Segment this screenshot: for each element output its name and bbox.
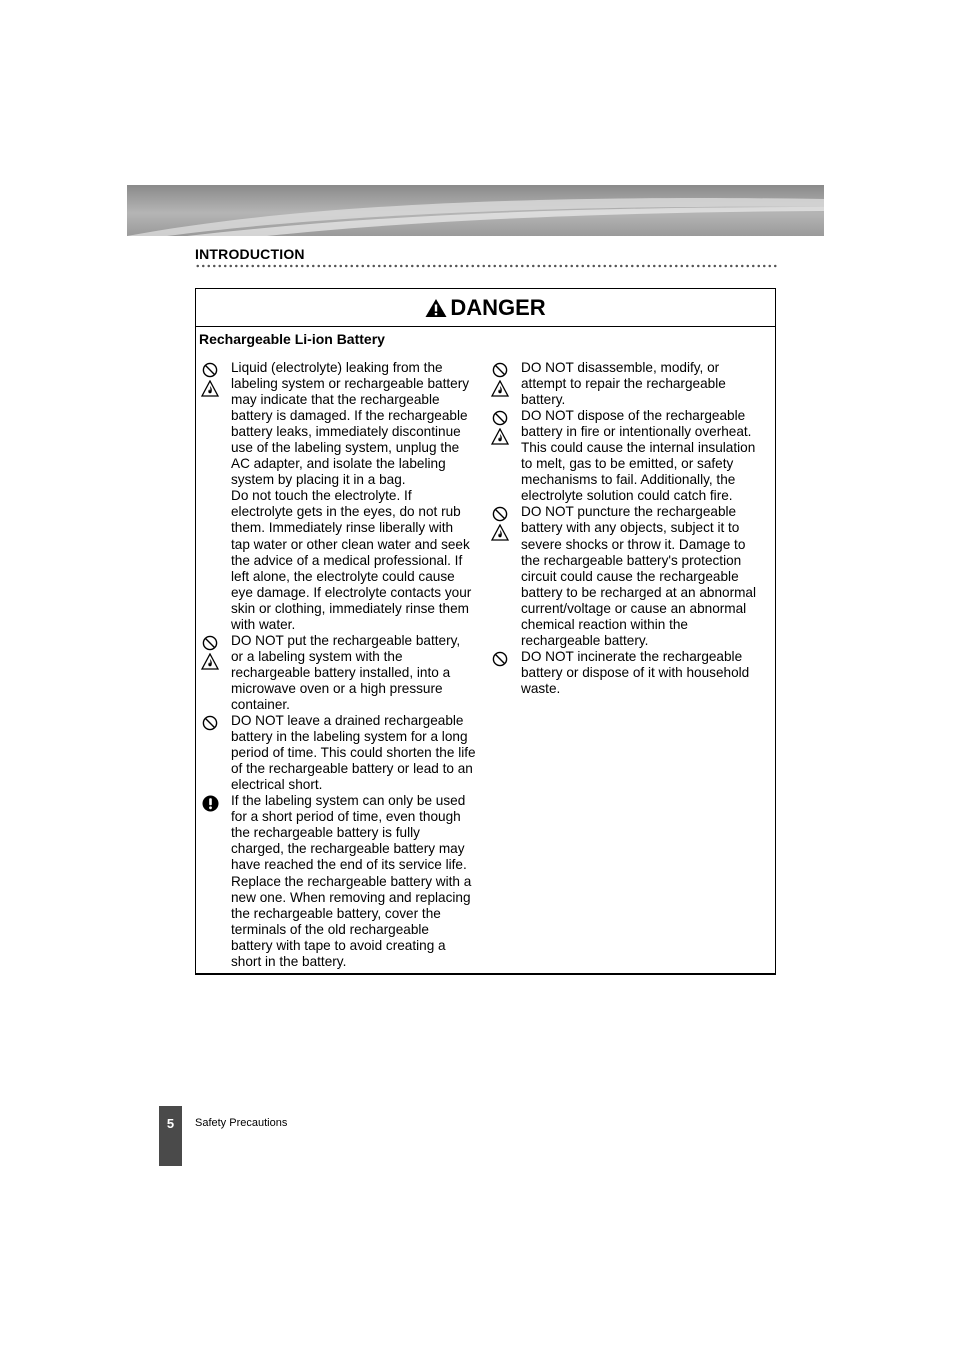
- precaution-item: [489, 649, 772, 697]
- fire-warning-icon: [201, 651, 219, 670]
- precaution-item: [489, 360, 772, 408]
- prohibition-icon: [202, 360, 218, 378]
- precaution-icons: [489, 408, 511, 445]
- precaution-icons: [489, 649, 511, 667]
- precaution-text: DO NOT disassemble, modify, or attempt to repair the rechargeable battery.: [521, 360, 726, 408]
- precaution-item: [199, 713, 484, 793]
- danger-box: [195, 288, 776, 975]
- prohibition-icon: [202, 713, 218, 731]
- precaution-item: [489, 504, 772, 648]
- danger-title: DANGER: [450, 294, 546, 320]
- precaution-icons: [489, 504, 511, 541]
- precaution-item: [199, 360, 484, 633]
- danger-header: [196, 289, 775, 327]
- precaution-icons: [199, 633, 221, 670]
- precaution-text: DO NOT incinerate the rechargeable battery or dispose of it with household waste.: [521, 648, 750, 696]
- precaution-item: [199, 793, 484, 970]
- prohibition-icon: [202, 633, 218, 651]
- fire-warning-icon: [491, 426, 509, 445]
- subheading: Rechargeable Li-ion Battery: [199, 331, 385, 347]
- page-number: 5: [166, 1116, 175, 1131]
- precaution-text: DO NOT puncture the rechargeable battery with any objects, subject it to severe shocks or throw it. Damage to the rechargeable battery's protection circuit could cause the rechargeable battery to be recharged at an abnormal current/voltage or cause an abnormal chemical reaction within the rechargeable battery.: [521, 504, 757, 648]
- prohibition-icon: [492, 649, 508, 667]
- warning-triangle-icon: [425, 298, 447, 318]
- precaution-text: DO NOT dispose of the rechargeable battery in fire or intentionally overheat. This could cause the internal insulation to melt, gas to be emitted, or safety mechanisms to fail. Additionally, the electrolyte solution could catch fire.: [521, 408, 756, 504]
- mandatory-exclamation-icon: [202, 793, 219, 812]
- precaution-icons: [199, 360, 221, 397]
- dotted-divider: [195, 264, 777, 268]
- prohibition-icon: [492, 360, 508, 378]
- banner-swoosh: [127, 185, 824, 236]
- fire-warning-icon: [201, 378, 219, 397]
- footer-label: Safety Precautions: [195, 1117, 288, 1129]
- precaution-text: Liquid (electrolyte) leaking from the labeling system or rechargeable battery may indicate that the rechargeable battery is damaged. If the rechargeable battery leaks, immediately discontinue use of the labeling system, unplug the AC adapter, and isolate the labeling system by placing it in a bag. Do not touch the electrolyte. If electrolyte gets in the eyes, do not rub them. Immediately rinse liberally with tap water or other clean water and seek the advice of a medical professional. If left alone, the electrolyte could cause eye damage. If electrolyte contacts your skin or clothing, immediately rinse them with water.: [231, 360, 472, 632]
- precaution-text: If the labeling system can only be used for a short period of time, even though the rechargeable battery is fully charged, the rechargeable battery may have reached the end of its service life. Replace the rechargeable battery with a new one. When removing and replacing the rechargeable battery, cover the terminals of the old rechargeable battery with tape to avoid creating a short in the battery.: [231, 793, 472, 969]
- header-banner: [127, 185, 824, 236]
- page-number-tab: [159, 1106, 182, 1166]
- precaution-text: DO NOT put the rechargeable battery, or a labeling system with the rechargeable battery installed, into a microwave oven or a high pressure container.: [231, 632, 461, 712]
- right-column: [489, 360, 772, 697]
- precaution-item: [489, 408, 772, 504]
- prohibition-icon: [492, 504, 508, 522]
- fire-warning-icon: [491, 522, 509, 541]
- section-title: INTRODUCTION: [195, 246, 305, 262]
- precaution-icons: [489, 360, 511, 397]
- precaution-text: DO NOT leave a drained rechargeable battery in the labeling system for a long period of time. This could shorten the life of the rechargeable battery or lead to an electrical short.: [231, 713, 476, 793]
- left-column: [199, 360, 484, 970]
- precaution-icons: [199, 713, 221, 731]
- precaution-item: [199, 633, 484, 713]
- prohibition-icon: [492, 408, 508, 426]
- precaution-icons: [199, 793, 221, 812]
- fire-warning-icon: [491, 378, 509, 397]
